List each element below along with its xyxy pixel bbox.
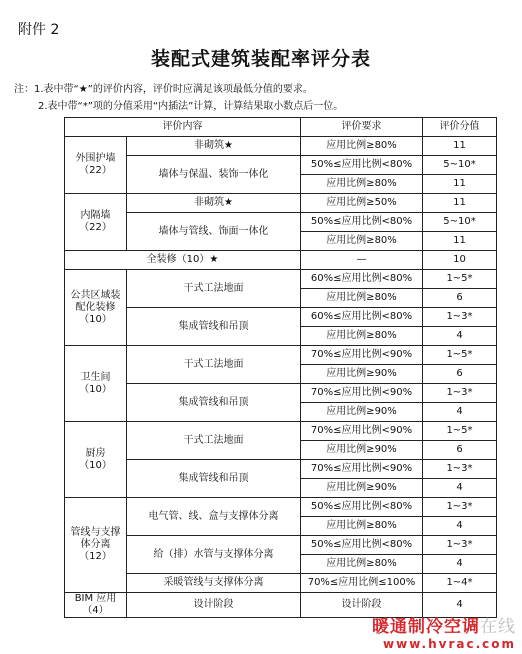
score-cell: 11 — [423, 137, 497, 156]
category-cell — [65, 346, 127, 422]
category-name: 外围护墙 — [75, 153, 116, 164]
category-points: （22） — [79, 222, 112, 233]
requirement-cell: 50%≤应用比例<80% — [301, 156, 423, 175]
category-cell — [65, 498, 127, 593]
item-cell: 干式工法地面 — [127, 346, 301, 384]
item-cell: 全装修（10）★ — [65, 251, 301, 270]
category-name: 厨房 — [85, 447, 106, 459]
requirement-cell: 应用比例≥80% — [301, 517, 423, 536]
score-cell: 5~10* — [423, 213, 497, 232]
category-name: 公共区域装配化装修 — [70, 289, 121, 313]
score-cell: 10 — [423, 251, 497, 270]
score-cell: 4 — [423, 327, 497, 346]
category-cell — [65, 422, 127, 498]
table-row — [65, 346, 497, 365]
table-row — [65, 384, 497, 403]
category-name: BIM 应用 — [74, 593, 117, 604]
item-cell: 干式工法地面 — [127, 422, 301, 460]
score-cell: 4 — [423, 555, 497, 574]
requirement-cell: 应用比例≥50% — [301, 194, 423, 213]
requirement-cell: 应用比例≥90% — [301, 403, 423, 422]
header-row — [65, 118, 497, 137]
score-cell: 4 — [423, 593, 497, 618]
item-cell: 集成管线和吊顶 — [127, 384, 301, 422]
score-cell: 4 — [423, 517, 497, 536]
watermark-brand-gray: 在线 — [480, 617, 516, 637]
score-cell: 1~3* — [423, 536, 497, 555]
score-cell: 5~10* — [423, 156, 497, 175]
category-name: 内隔墙 — [80, 210, 111, 221]
note-line-1: 注：1.表中带“★”的评价内容，评价时应满足该项最低分值的要求。 — [14, 84, 313, 95]
requirement-cell: 应用比例≥80% — [301, 232, 423, 251]
table-row — [65, 308, 497, 327]
requirement-cell: 应用比例≥80% — [301, 137, 423, 156]
watermark-brand — [372, 612, 516, 637]
table-row — [65, 194, 497, 213]
requirement-cell: 60%≤应用比例<80% — [301, 308, 423, 327]
note-line-2: 2.表中带“*”项的分值采用“内插法”计算，计算结果取小数点后一位。 — [38, 101, 344, 112]
item-cell: 墙体与管线、饰面一体化 — [127, 213, 301, 251]
category-points: （4） — [82, 605, 109, 616]
table-row — [65, 536, 497, 555]
requirement-cell: 应用比例≥90% — [301, 365, 423, 384]
table-row — [65, 156, 497, 175]
score-cell: 1~5* — [423, 422, 497, 441]
score-cell: 1~3* — [423, 498, 497, 517]
score-cell: 1~3* — [423, 384, 497, 403]
score-cell: 1~5* — [423, 270, 497, 289]
item-cell: 设计阶段 — [127, 593, 301, 618]
category-points: （10） — [79, 459, 112, 471]
category-cell — [65, 593, 127, 618]
watermark-url: www.hvrac.com — [383, 637, 516, 651]
requirement-cell: 50%≤应用比例<80% — [301, 498, 423, 517]
requirement-cell: 70%≤应用比例<90% — [301, 460, 423, 479]
header-requirement: 评价要求 — [301, 118, 423, 137]
item-cell: 非砌筑★ — [127, 194, 301, 213]
table-row — [65, 137, 497, 156]
requirement-cell: 应用比例≥80% — [301, 555, 423, 574]
requirement-cell: — — [301, 251, 423, 270]
requirement-cell: 应用比例≥90% — [301, 479, 423, 498]
requirement-cell: 70%≤应用比例<90% — [301, 422, 423, 441]
requirement-cell: 50%≤应用比例<80% — [301, 536, 423, 555]
category-name: 管线与支撑体分离 — [70, 527, 121, 550]
score-cell: 6 — [423, 365, 497, 384]
score-cell: 11 — [423, 175, 497, 194]
category-points: （10） — [79, 383, 112, 395]
score-table — [64, 117, 497, 618]
header-content: 评价内容 — [65, 118, 301, 137]
item-cell: 集成管线和吊顶 — [127, 308, 301, 346]
item-cell: 墙体与保温、装饰一体化 — [127, 156, 301, 194]
table-row — [65, 460, 497, 479]
score-cell: 1~4* — [423, 574, 497, 593]
category-cell — [65, 194, 127, 251]
category-points: （22） — [79, 165, 112, 176]
header-score: 评价分值 — [423, 118, 497, 137]
table-row — [65, 251, 497, 270]
score-cell: 4 — [423, 403, 497, 422]
requirement-cell: 50%≤应用比例<80% — [301, 213, 423, 232]
item-cell: 非砌筑★ — [127, 137, 301, 156]
category-name: 卫生间 — [80, 371, 111, 383]
item-cell: 电气管、线、盒与支撑体分离 — [127, 498, 301, 536]
attachment-label: 附件 2 — [18, 22, 60, 38]
score-cell: 1~3* — [423, 308, 497, 327]
score-cell: 11 — [423, 232, 497, 251]
item-cell: 集成管线和吊顶 — [127, 460, 301, 498]
score-cell: 1~3* — [423, 460, 497, 479]
score-cell: 4 — [423, 479, 497, 498]
category-cell — [65, 137, 127, 194]
page-title: 装配式建筑装配率评分表 — [150, 48, 371, 70]
score-cell: 1~5* — [423, 346, 497, 365]
requirement-cell: 设计阶段 — [301, 593, 423, 618]
score-cell: 6 — [423, 289, 497, 308]
requirement-cell: 应用比例≥80% — [301, 289, 423, 308]
score-cell: 6 — [423, 441, 497, 460]
table-row — [65, 213, 497, 232]
table-row — [65, 422, 497, 441]
requirement-cell: 应用比例≥80% — [301, 175, 423, 194]
category-cell — [65, 270, 127, 346]
requirement-cell: 60%≤应用比例<80% — [301, 270, 423, 289]
table-row — [65, 574, 497, 593]
score-cell: 11 — [423, 194, 497, 213]
requirement-cell: 应用比例≥80% — [301, 327, 423, 346]
table-row — [65, 498, 497, 517]
category-points: （12） — [79, 551, 112, 562]
requirement-cell: 70%≤应用比例≤100% — [301, 574, 423, 593]
requirement-cell: 应用比例≥90% — [301, 441, 423, 460]
requirement-cell: 70%≤应用比例<90% — [301, 346, 423, 365]
watermark — [372, 612, 516, 651]
item-cell: 给（排）水管与支撑体分离 — [127, 536, 301, 574]
watermark-brand-red: 暖通制冷空调 — [372, 617, 480, 637]
requirement-cell: 70%≤应用比例<90% — [301, 384, 423, 403]
item-cell: 采暖管线与支撑体分离 — [127, 574, 301, 593]
category-points: （10） — [79, 313, 112, 325]
item-cell: 干式工法地面 — [127, 270, 301, 308]
table-row — [65, 270, 497, 289]
